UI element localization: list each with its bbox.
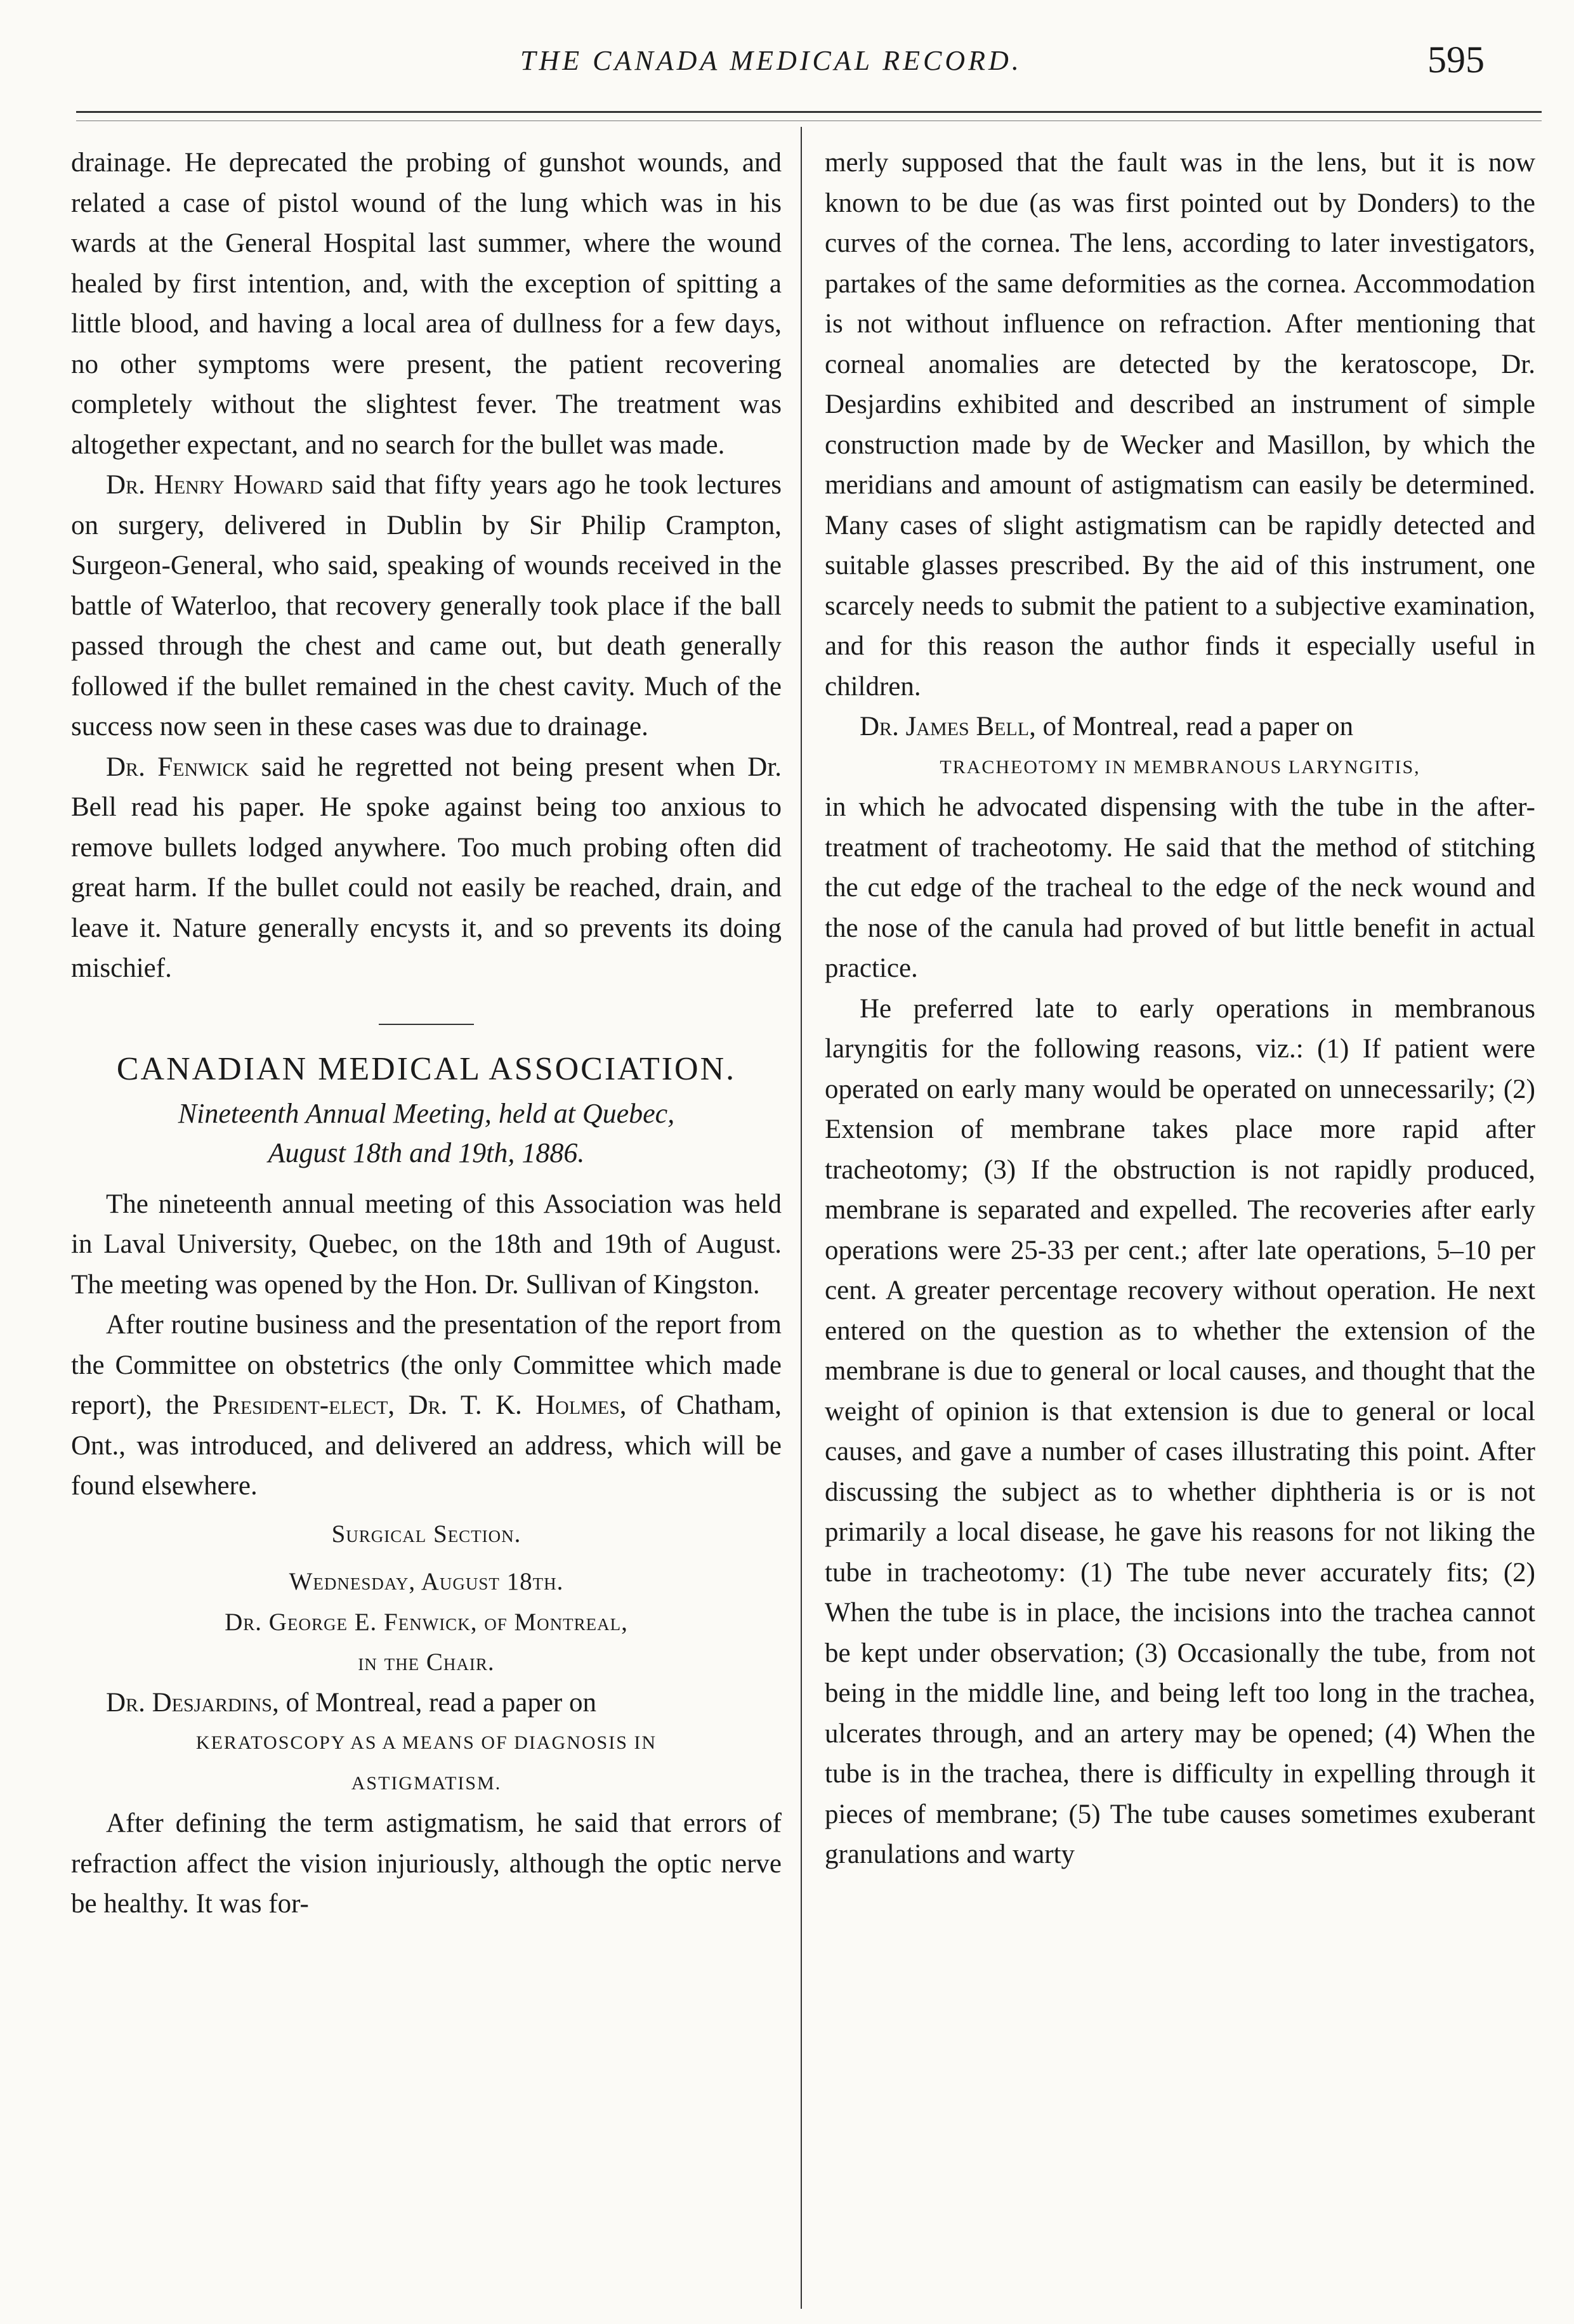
president-elect-name: President-elect, Dr. T. K. Holmes <box>212 1390 620 1420</box>
right-column <box>825 143 1535 1875</box>
right-paragraph-1: merly supposed that the fault was in the lens, but it is now known to be due (as was first pointed out by Donders) to the curves of the cornea. The lens, according to later investigators, partakes of the same deformities as the cornea. Accommodation is not without influence on refraction. After mentioning that corneal anomalies are detected by the keratoscope, Dr. Desjardins exhibited and described an instrument of simple construction made by de Wecker and Masillon, by which the meridians and amount of astigmatism can easily be determined. Many cases of slight astigmatism can be rapidly detected and suitable glasses prescribed. By the aid of this instrument, one scarcely needs to submit the patient to a subjective examination, and for this reason the author finds it especially useful in children. <box>825 148 1535 702</box>
left-paragraph-1: drainage. He deprecated the probing of gunshot wounds, and related a case of pistol wound of the lung which was in his wards at the General Hospital last summer, where the wound healed by first intention, and, with the exception of spitting a little blood, and having a local area of dullness for a few days, no other symptoms were present, the patient recovering completely without the slightest fever. The treatment was altogether expectant, and no search for the bullet was made. <box>71 148 782 460</box>
speaker-desjardins: Dr. Desjardins <box>106 1687 272 1718</box>
paper-title-keratoscopy-1: KERATOSCOPY AS A MEANS OF DIAGNOSIS IN <box>195 1732 657 1753</box>
section-subtitle-line-1: Nineteenth Annual Meeting, held at Quebec, <box>178 1097 675 1129</box>
date-line: Wednesday, August 18th. <box>289 1568 564 1595</box>
section-divider <box>379 1024 474 1025</box>
left-paragraph-6 <box>71 1683 782 1723</box>
running-head <box>0 38 1574 101</box>
right-paragraph-3: in which he advocated dispensing with the tube in the after-treatment of tracheotomy. He said that the method of stitching the cut edge of the tracheal to the edge of the neck wound and the nose of the canula had proved of but little benefit in actual practice. <box>825 792 1535 983</box>
speaker-james-bell: Dr. James Bell <box>860 712 1030 741</box>
section-title: CANADIAN MEDICAL ASSOCIATION. <box>116 1050 737 1087</box>
left-paragraph-6-text: , of Montreal, read a paper on <box>272 1687 596 1718</box>
left-paragraph-4: The nineteenth annual meeting of this Association was held in Laval University, Quebec, on the 18th and 19th of August. The meeting was opened by the Hon. Dr. Sullivan of Kingston. <box>71 1189 782 1300</box>
left-paragraph-7: After defining the term astigmatism, he said that errors of refraction affect the vision injuriously, although the optic nerve be healthy. It was for- <box>71 1808 782 1919</box>
speaker-fenwick: Dr. Fenwick <box>106 752 249 782</box>
left-paragraph-3-text: said he regretted not being present when Dr. Bell read his paper. He spoke against being too anxious to remove bullets lodged anywhere. Too much probing often did great harm. If the bullet could not easily be reached, drain, and leave it. Nature generally encysts it, and so prevents its doing mischief. <box>71 752 782 983</box>
left-paragraph-3 <box>71 747 782 989</box>
chair-line-2: in the Chair. <box>358 1648 495 1676</box>
section-subtitle <box>71 1094 782 1173</box>
left-paragraph-5 <box>71 1305 782 1506</box>
right-paragraph-2 <box>825 707 1535 747</box>
speaker-henry-howard: Dr. Henry Howard <box>106 470 323 500</box>
surgical-section-heading: Surgical Section. <box>331 1520 521 1548</box>
left-paragraph-2 <box>71 465 782 747</box>
journal-title: THE CANADA MEDICAL RECORD. <box>520 45 1022 76</box>
paper-title-tracheotomy: TRACHEOTOMY IN MEMBRANOUS LARYNGITIS, <box>940 756 1420 778</box>
paper-title-keratoscopy-2: ASTIGMATISM. <box>351 1772 502 1794</box>
left-paragraph-5-b: , of Chatham, Ont., was introduced, and delivered an address, which will be found elsewhere. <box>71 1390 782 1501</box>
left-paragraph-2-text: said that fifty years ago he took lectures on surgery, delivered in Dublin by Sir Philip Crampton, Surgeon-General, who said, speaking of wounds received in the battle of Waterloo, that recovery generally took place if the ball passed through the chest and came out, but death generally followed if the bullet remained in the chest cavity. Much of the success now seen in these cases was due to drainage. <box>71 470 782 741</box>
page-number: 595 <box>1427 39 1485 81</box>
right-paragraph-4: He preferred late to early operations in membranous laryngitis for the following reasons, viz.: (1) If patient were operated on early many would be operated on unnecessarily; (2) Extension of membrane takes place more rapid after tracheotomy; (3) If the obstruction is not rapidly produced, membrane is separated and expelled. The recoveries after early operations were 25-33 per cent.; after late operations, 5–10 per cent. A greater percentage recovery without operation. He next entered on the question as to whether the extension of the membrane is due to general or local causes, and thought that the weight of opinion is that extension is due to general or local causes, and gave a number of cases illustrating this point. After discussing the subject as to whether diphtheria is or is not primarily a local disease, he gave his reasons for not liking the tube in tracheotomy: (1) The tube never accurately fits; (2) When the tube is in place, the incisions into the trachea cannot be kept under observation; (3) Occasionally the tube, from not being in the middle line, and being left too long in the trachea, ulcerates through, and an artery may be opened; (4) When the tube is in the trachea, there is difficulty in expelling through it pieces of membrane; (5) The tube causes sometimes exuberant granulations and warty <box>825 993 1535 1869</box>
column-divider <box>801 127 802 2309</box>
left-paragraph-5-a: After routine business and the presentation of the report from the Committee on obstetrics (the only Committee which made report), the <box>71 1310 782 1420</box>
left-column <box>71 143 782 1924</box>
right-paragraph-2-text: , of Montreal, read a paper on <box>1029 712 1354 741</box>
section-subtitle-line-2: August 18th and 19th, 1886. <box>268 1137 585 1168</box>
header-rule <box>76 111 1542 113</box>
chair-line-1: Dr. George E. Fenwick, of Montreal, <box>225 1608 628 1636</box>
